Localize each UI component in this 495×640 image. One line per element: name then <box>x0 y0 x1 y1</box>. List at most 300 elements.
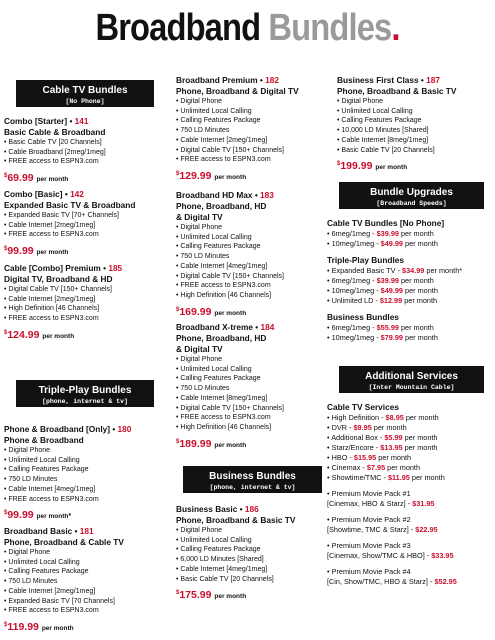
price-period: per month <box>41 624 74 632</box>
feature-item: • 10,000 LD Minutes [Shared] <box>337 127 429 135</box>
banner-subtitle: [Broadband Speeds] <box>376 200 447 207</box>
feature-item: • Digital Cable TV [150+ Channels] <box>176 146 284 154</box>
feature-text: Calling Features Package <box>180 243 261 251</box>
feature-item: • Calling Features Package <box>176 546 261 554</box>
feature-item: • Unlimited Local Calling <box>176 536 252 544</box>
plan-title: Phone & Broadband [Only] <box>4 424 111 434</box>
service-line: • High Definition - $8.95 per month <box>327 413 439 422</box>
plan-subtitle: Digital TV, Broadband & HD <box>4 274 113 284</box>
upgrade-heading: Cable TV Bundles [No Phone] <box>327 218 445 228</box>
plan-subtitle: Expanded Basic TV & Broadband <box>4 200 136 210</box>
feature-text: FREE access to ESPN3.com <box>8 495 99 503</box>
plan-142 <box>4 189 169 260</box>
line-suffix: per month <box>398 229 434 238</box>
feature-text: Expanded Basic TV [70+ Channels] <box>8 212 119 219</box>
feature-text: Basic Cable TV [20 Channels] <box>341 146 435 154</box>
line-suffix: per month <box>403 333 438 342</box>
feature-item: • Cable Internet [2meg/1meg] <box>4 295 96 303</box>
feature-item: • Unlimited Local Calling <box>176 365 252 373</box>
feature-item: • Calling Features Package <box>4 568 89 576</box>
price-value: 99.99 <box>7 245 34 258</box>
feature-item: • Basic Cable TV [20 Channels] <box>176 575 274 583</box>
movie-pack-detail <box>327 577 495 587</box>
feature-text: Digital Phone <box>180 224 223 231</box>
plan-number: 186 <box>244 504 259 514</box>
feature-item: • Digital Cable TV [150+ Channels] <box>4 286 112 293</box>
service-line: • HBO - $15.95 per month <box>327 453 412 462</box>
feature-text: Unlimited Local Calling <box>180 536 252 544</box>
line-price: $31.95 <box>412 499 435 508</box>
cable-tv-bundles-banner <box>16 80 154 107</box>
price-value: 169.99 <box>179 305 212 318</box>
services-heading: Cable TV Services <box>327 402 399 412</box>
line-label: 10meg/1meg - <box>331 286 381 295</box>
feature-item: • FREE access to ESPN3.com <box>176 282 271 290</box>
upgrades-list <box>327 218 495 343</box>
feature-text: Unlimited Local Calling <box>180 107 252 115</box>
line-label: 6meg/1meg - <box>331 229 377 238</box>
service-line: • DVR - $9.95 per month <box>327 423 407 432</box>
line-price: $8.95 <box>385 413 404 422</box>
price-asterisk: * <box>68 513 72 521</box>
feature-item: • Digital Cable TV [150+ Channels] <box>176 404 284 412</box>
line-price: $5.99 <box>384 433 403 442</box>
feature-item: • High Definition [46 Channels] <box>4 305 100 313</box>
plan-name: Business Basic • 186 <box>176 504 259 514</box>
pack-detail: [Cinemax, HBO & Starz] - <box>327 499 413 508</box>
plan-name: Broadband HD Max • 183 <box>176 190 274 200</box>
plan-name: Broadband Premium • 182 <box>176 75 279 85</box>
services-list <box>327 402 495 587</box>
title-word-broadband: Broadband <box>95 7 261 49</box>
feature-item: • Expanded Basic TV [70+ Channels] <box>4 212 119 219</box>
feature-item: • Digital Phone <box>176 224 223 231</box>
upgrade-line: • Expanded Basic TV - $34.99 per month* <box>327 266 463 275</box>
feature-item: • Cable Internet [4meg/1meg] <box>176 262 268 270</box>
feature-item: • FREE access to ESPN3.com <box>4 158 99 166</box>
plan-title: Broadband X-treme <box>176 322 253 332</box>
pack-detail: [Cin, Show/TMC, HBO & Starz] - <box>327 577 435 586</box>
price-period: per month <box>214 441 247 449</box>
title-dot: . <box>391 7 400 49</box>
feature-text: High Definition [46 Channels] <box>180 423 272 431</box>
line-label: HBO - <box>331 453 354 462</box>
feature-item: • Cable Internet [8meg/1meg] <box>176 394 268 402</box>
banner-title: Bundle Upgrades <box>370 187 453 198</box>
plan-subtitle-2: & Digital TV <box>176 212 223 222</box>
movie-pack-detail <box>327 525 495 535</box>
plan-subtitle-2: & Digital TV <box>176 344 223 354</box>
feature-text: Unlimited Local Calling <box>341 107 413 115</box>
feature-item: • 750 LD Minutes <box>4 476 58 484</box>
feature-item: • Calling Features Package <box>176 375 261 383</box>
feature-text: FREE access to ESPN3.com <box>8 315 99 323</box>
upgrade-line: • Unlimited LD - $12.99 per month <box>327 296 438 305</box>
feature-item: • Calling Features Package <box>176 243 261 251</box>
price-value: 99.99 <box>7 509 34 522</box>
plan-number: 181 <box>79 526 94 536</box>
bundle-upgrades-banner <box>339 182 484 209</box>
plan-price: $124.99 per month <box>4 328 75 341</box>
feature-item: • Calling Features Package <box>337 117 422 125</box>
plan-181 <box>4 526 169 636</box>
feature-text: Digital Phone <box>8 447 51 454</box>
movie-pack: • Premium Movie Pack #4 <box>327 567 411 576</box>
line-price: $22.95 <box>415 525 438 534</box>
line-suffix: per month <box>402 296 438 305</box>
price-period: per month <box>375 164 408 172</box>
line-label: Additional Box - <box>331 433 385 442</box>
price-value: 69.99 <box>7 172 34 185</box>
plan-price: $199.99 per month <box>337 160 408 173</box>
plan-price: $175.99 per month <box>176 589 247 602</box>
feature-text: 750 LD Minutes <box>8 476 58 484</box>
line-suffix: per month <box>371 423 407 432</box>
feature-item: • Digital Phone <box>337 98 384 105</box>
plan-subtitle: Phone & Broadband <box>4 435 84 445</box>
banner-title: Additional Services <box>365 371 458 382</box>
plan-name: Cable [Combo] Premium • 185 <box>4 263 123 273</box>
service-line: • Cinemax - $7.95 per month <box>327 463 421 472</box>
plan-title: Broadband Basic <box>4 526 73 536</box>
feature-text: Digital Cable TV [150+ Channels] <box>8 286 112 293</box>
plan-number: 142 <box>70 189 84 199</box>
feature-text: Digital Cable TV [150+ Channels] <box>180 146 284 154</box>
upgrade-heading: Triple-Play Bundles <box>327 255 404 265</box>
feature-item: • Unlimited Local Calling <box>176 233 252 241</box>
plan-name: Combo [Starter] • 141 <box>4 116 89 126</box>
line-suffix: per month <box>403 286 438 295</box>
price-period: per month <box>36 513 69 521</box>
feature-text: 750 LD Minutes <box>8 578 58 586</box>
feature-text: Cable Internet [2meg/1meg] <box>8 295 96 303</box>
feature-text: Digital Phone <box>341 98 384 105</box>
line-price: $15.95 <box>353 453 377 462</box>
plan-subtitle: Phone, Broadband & Cable TV <box>4 537 124 547</box>
feature-text: Basic Cable TV [20 Channels] <box>180 575 274 583</box>
feature-item: • 6,000 LD Minutes [Shared] <box>176 556 264 564</box>
line-label: 6meg/1meg - <box>331 323 377 332</box>
line-suffix: per month <box>402 433 438 442</box>
plan-number: 182 <box>265 75 279 85</box>
feature-text: Unlimited Local Calling <box>8 456 80 464</box>
feature-item: • Cable Internet [4meg/1meg] <box>4 485 96 493</box>
plan-title: Business First Class <box>337 75 419 85</box>
feature-item: • High Definition [46 Channels] <box>176 291 272 299</box>
banner-subtitle: [phone, internet & tv] <box>209 484 296 491</box>
feature-text: Unlimited Local Calling <box>8 558 80 566</box>
price-period: per month <box>214 309 247 317</box>
feature-text: Unlimited Local Calling <box>180 365 252 373</box>
feature-item: • Cable Internet [2meg/1meg] <box>176 136 268 144</box>
banner-title: Cable TV Bundles <box>42 85 128 96</box>
feature-item: • Basic Cable TV [20 Channels] <box>337 146 435 154</box>
feature-text: Digital Phone <box>180 98 223 105</box>
feature-text: Calling Features Package <box>8 466 89 474</box>
feature-text: Calling Features Package <box>8 568 89 576</box>
line-price: $39.99 <box>376 276 399 285</box>
service-line: • Additional Box - $5.99 per month <box>327 433 438 442</box>
feature-text: 750 LD Minutes <box>180 127 230 135</box>
line-suffix: per month <box>385 463 421 472</box>
upgrade-line: • 6meg/1meg - $55.99 per month <box>327 323 434 332</box>
feature-item: • Calling Features Package <box>176 117 261 125</box>
line-price: $39.99 <box>376 229 399 238</box>
feature-item: • Unlimited Local Calling <box>4 456 80 464</box>
line-label: Expanded Basic TV - <box>331 266 403 275</box>
upgrade-line: • 6meg/1meg - $39.99 per month <box>327 229 434 238</box>
plan-price: $129.99 per month <box>176 169 247 182</box>
feature-text: Cable Internet [2meg/1meg] <box>8 587 96 595</box>
line-label: 6meg/1meg - <box>331 276 377 285</box>
feature-text: Cable Internet [4meg/1meg] <box>180 262 268 270</box>
plan-number: 141 <box>74 116 89 126</box>
feature-item: • Cable Broadband [2meg/1meg] <box>4 148 106 156</box>
feature-text: Calling Features Package <box>180 375 261 383</box>
feature-text: 750 LD Minutes <box>180 253 230 261</box>
feature-text: High Definition [46 Channels] <box>8 305 100 313</box>
plan-185 <box>4 263 169 344</box>
upgrade-heading: Business Bundles <box>327 312 399 322</box>
line-price: $12.99 <box>379 296 403 305</box>
plan-186 <box>176 504 332 604</box>
pack-name: Premium Movie Pack #2 <box>331 515 411 524</box>
price-value: 119.99 <box>7 620 39 633</box>
feature-text: 10,000 LD Minutes [Shared] <box>341 127 429 135</box>
price-value: 189.99 <box>179 437 212 450</box>
plan-name: Broadband Basic • 181 <box>4 526 94 536</box>
line-suffix: per month <box>402 443 438 452</box>
page-title <box>35 6 461 50</box>
feature-item: • 750 LD Minutes <box>176 385 230 393</box>
plan-price: $69.99 per month <box>4 172 69 185</box>
upgrade-line: • 10meg/1meg - $79.99 per month <box>327 333 438 342</box>
movie-pack: • Premium Movie Pack #2 <box>327 515 411 524</box>
feature-text: Cable Internet [4meg/1meg] <box>8 485 96 493</box>
plan-price: $119.99 per month <box>4 620 74 633</box>
feature-text: Cable Internet [8meg/1meg] <box>341 136 429 144</box>
movie-pack-detail <box>327 499 495 509</box>
feature-item: • FREE access to ESPN3.com <box>4 495 99 503</box>
plan-price: $99.99 per month* <box>4 509 72 522</box>
feature-text: FREE access to ESPN3.com <box>8 158 99 166</box>
plan-title: Broadband Premium <box>176 75 258 85</box>
plan-name: Phone & Broadband [Only] • 180 <box>4 424 132 434</box>
pack-detail: [Showtime, TMC & Starz] - <box>327 525 416 534</box>
feature-item: • Unlimited Local Calling <box>337 107 413 115</box>
price-value: 124.99 <box>7 328 40 341</box>
plan-number: 180 <box>117 424 132 434</box>
plan-number: 183 <box>260 190 274 200</box>
plan-187 <box>337 75 495 175</box>
pack-name: Premium Movie Pack #1 <box>331 489 411 498</box>
line-suffix: per month <box>398 276 434 285</box>
plan-price: $169.99 per month <box>176 305 247 318</box>
price-value: 129.99 <box>179 169 212 182</box>
movie-pack: • Premium Movie Pack #1 <box>327 489 411 498</box>
price-period: per month <box>36 176 69 184</box>
plan-title: Broadband HD Max <box>176 190 253 200</box>
line-price: $13.95 <box>380 443 403 452</box>
feature-text: Digital Phone <box>180 527 223 534</box>
plan-price: $99.99 per month <box>4 245 69 258</box>
feature-text: Calling Features Package <box>341 117 422 125</box>
line-suffix: per month <box>403 413 439 422</box>
plan-title: Cable [Combo] Premium <box>4 263 101 273</box>
line-suffix: per month <box>403 239 438 248</box>
feature-text: Digital Phone <box>8 549 51 556</box>
feature-item: • Cable Internet [4meg/1meg] <box>176 565 268 573</box>
plan-182 <box>176 75 332 185</box>
banner-title: Triple-Play Bundles <box>38 385 132 396</box>
upgrade-line: • 6meg/1meg - $39.99 per month <box>327 276 434 285</box>
line-price: $55.99 <box>376 323 399 332</box>
plan-subtitle: Phone, Broadband, HD <box>176 333 267 343</box>
feature-item: • Digital Cable TV [150+ Channels] <box>176 272 284 280</box>
plan-name: Broadband X-treme • 184 <box>176 322 275 332</box>
line-price: $79.99 <box>380 333 403 342</box>
feature-text: Cable Internet [2meg/1meg] <box>180 136 268 144</box>
feature-item: • Digital Phone <box>176 356 223 363</box>
line-label: DVR - <box>331 423 354 432</box>
movie-pack: • Premium Movie Pack #3 <box>327 541 411 550</box>
plan-name: Business First Class • 187 <box>337 75 440 85</box>
plan-number: 187 <box>426 75 440 85</box>
feature-text: 750 LD Minutes <box>180 385 230 393</box>
feature-text: FREE access to ESPN3.com <box>8 231 99 239</box>
plan-price: $189.99 per month <box>176 437 247 450</box>
line-price: $7.95 <box>366 463 386 472</box>
feature-item: • Digital Phone <box>176 527 223 534</box>
line-price: $49.99 <box>380 239 403 248</box>
feature-item: • Cable Internet [2meg/1meg] <box>4 587 96 595</box>
pack-detail: [Cinemax, Show/TMC & HBO] - <box>327 551 432 560</box>
upgrade-line: • 10meg/1meg - $49.99 per month <box>327 239 438 248</box>
plan-number: 184 <box>260 322 275 332</box>
price-period: per month <box>36 249 69 257</box>
line-price: $11.95 <box>387 473 410 482</box>
plan-subtitle: Phone, Broadband & Basic TV <box>176 515 296 525</box>
feature-item: • Digital Phone <box>4 549 51 556</box>
line-label: Showtime/TMC - <box>331 473 388 482</box>
plan-name: Combo [Basic] • 142 <box>4 189 84 199</box>
feature-item: • Basic Cable TV [20 Channels] <box>4 139 102 146</box>
feature-item: • FREE access to ESPN3.com <box>4 607 99 615</box>
plan-title: Combo [Basic] <box>4 189 63 199</box>
banner-title: Business Bundles <box>209 471 296 482</box>
feature-text: Digital Phone <box>180 356 223 363</box>
feature-text: Cable Internet [4meg/1meg] <box>180 565 268 573</box>
feature-text: Calling Features Package <box>180 117 261 125</box>
feature-item: • 750 LD Minutes <box>176 253 230 261</box>
plan-title: Combo [Starter] <box>4 116 68 126</box>
feature-item: • Expanded Basic TV [70 Channels] <box>4 597 115 605</box>
feature-item: • Calling Features Package <box>4 466 89 474</box>
line-price: $34.99 <box>402 266 425 275</box>
feature-item: • Cable Internet [2meg/1meg] <box>4 221 96 229</box>
feature-text: FREE access to ESPN3.com <box>8 607 99 615</box>
feature-text: Calling Features Package <box>180 546 261 554</box>
feature-text: Basic Cable TV [20 Channels] <box>8 139 102 146</box>
line-label: Starz/Encore - <box>331 443 381 452</box>
feature-item: • FREE access to ESPN3.com <box>4 315 99 323</box>
feature-item: • High Definition [46 Channels] <box>176 423 272 431</box>
pack-name: Premium Movie Pack #4 <box>331 567 411 576</box>
plan-number: 185 <box>108 263 123 273</box>
feature-item: • Digital Phone <box>4 447 51 454</box>
additional-services-banner <box>339 366 484 393</box>
feature-item: • Unlimited Local Calling <box>176 107 252 115</box>
line-price: $49.99 <box>380 286 403 295</box>
feature-text: 6,000 LD Minutes [Shared] <box>180 556 264 564</box>
feature-text: Digital Cable TV [150+ Channels] <box>180 404 284 412</box>
plan-subtitle: Phone, Broadband, HD <box>176 201 267 211</box>
plan-183 <box>176 190 332 321</box>
movie-pack-detail <box>327 551 495 561</box>
line-suffix: per month <box>398 323 434 332</box>
feature-text: Unlimited Local Calling <box>180 233 252 241</box>
line-label: Cinemax - <box>331 463 367 472</box>
price-value: 199.99 <box>340 160 373 173</box>
feature-item: • FREE access to ESPN3.com <box>176 414 271 422</box>
feature-item: • 750 LD Minutes <box>4 578 58 586</box>
feature-item: • FREE access to ESPN3.com <box>176 156 271 164</box>
feature-item: • 750 LD Minutes <box>176 127 230 135</box>
triple-play-bundles-banner <box>16 380 154 407</box>
feature-text: Expanded Basic TV [70 Channels] <box>8 597 115 605</box>
price-value: 175.99 <box>179 589 212 602</box>
plan-subtitle: Phone, Broadband & Basic TV <box>337 86 457 96</box>
service-line: • Starz/Encore - $13.95 per month <box>327 443 438 452</box>
line-suffix: per month <box>376 453 412 462</box>
feature-item: • Cable Internet [8meg/1meg] <box>337 136 429 144</box>
line-suffix: per month <box>409 473 445 482</box>
upgrade-line: • 10meg/1meg - $49.99 per month <box>327 286 438 295</box>
service-line: • Showtime/TMC - $11.95 per month <box>327 473 445 482</box>
plan-184 <box>176 322 332 453</box>
feature-item: • Digital Phone <box>176 98 223 105</box>
plan-141 <box>4 116 169 187</box>
price-period: per month <box>42 332 75 340</box>
feature-text: High Definition [46 Channels] <box>180 291 272 299</box>
banner-subtitle: [No Phone] <box>65 98 105 105</box>
line-label: High Definition - <box>331 413 386 422</box>
feature-text: Digital Cable TV [150+ Channels] <box>180 272 284 280</box>
plan-subtitle: Phone, Broadband & Digital TV <box>176 86 299 96</box>
feature-item: • FREE access to ESPN3.com <box>4 231 99 239</box>
plan-180 <box>4 424 169 524</box>
pack-name: Premium Movie Pack #3 <box>331 541 411 550</box>
business-bundles-banner <box>183 466 322 493</box>
feature-text: FREE access to ESPN3.com <box>180 282 271 290</box>
line-price: $9.95 <box>353 423 372 432</box>
line-label: 10meg/1meg - <box>331 333 381 342</box>
feature-item: • Unlimited Local Calling <box>4 558 80 566</box>
line-label: 10meg/1meg - <box>331 239 381 248</box>
feature-text: Cable Internet [8meg/1meg] <box>180 394 268 402</box>
title-word-bundles: Bundles <box>268 7 392 49</box>
plan-title: Business Basic <box>176 504 238 514</box>
plan-subtitle: Basic Cable & Broadband <box>4 127 106 137</box>
feature-text: FREE access to ESPN3.com <box>180 156 271 164</box>
line-price: $33.95 <box>431 551 454 560</box>
line-price: $52.95 <box>434 577 457 586</box>
price-period: per month <box>214 173 247 181</box>
feature-text: FREE access to ESPN3.com <box>180 414 271 422</box>
banner-subtitle: [phone, internet & tv] <box>42 398 128 405</box>
price-period: per month <box>214 593 247 601</box>
line-label: Unlimited LD - <box>331 296 380 305</box>
